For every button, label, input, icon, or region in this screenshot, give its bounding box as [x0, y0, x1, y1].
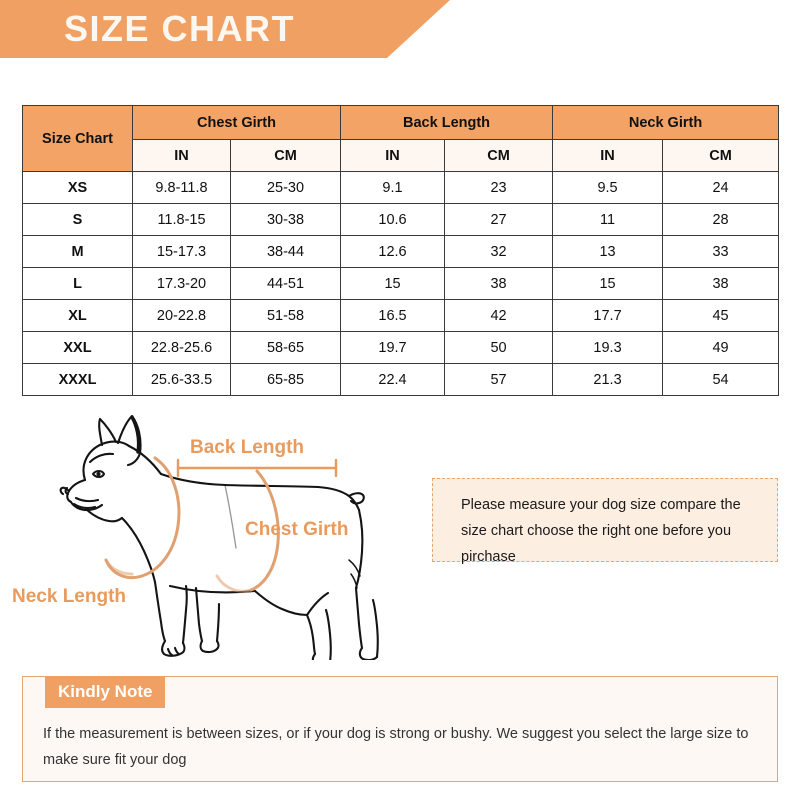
size-chart-table-container	[22, 105, 778, 396]
cell-size: XS	[23, 172, 133, 204]
cell-chest-cm: 30-38	[231, 204, 341, 236]
header-back-cm: CM	[445, 140, 553, 172]
cell-back-in: 15	[341, 268, 445, 300]
header-chest-in: IN	[133, 140, 231, 172]
cell-back-in: 10.6	[341, 204, 445, 236]
header-back-in: IN	[341, 140, 445, 172]
cell-back-cm: 27	[445, 204, 553, 236]
cell-back-cm: 32	[445, 236, 553, 268]
cell-back-cm: 42	[445, 300, 553, 332]
table-row	[23, 332, 779, 364]
cell-size: XL	[23, 300, 133, 332]
header-group-chest-girth: Chest Girth	[133, 106, 341, 140]
cell-neck-in: 21.3	[553, 364, 663, 396]
cell-chest-in: 11.8-15	[133, 204, 231, 236]
table-group-header-row	[23, 106, 779, 140]
cell-size: L	[23, 268, 133, 300]
cell-neck-cm: 28	[663, 204, 779, 236]
cell-back-in: 16.5	[341, 300, 445, 332]
measure-tip-box	[432, 478, 778, 565]
cell-back-in: 22.4	[341, 364, 445, 396]
cell-neck-in: 9.5	[553, 172, 663, 204]
cell-back-cm: 50	[445, 332, 553, 364]
label-chest-girth: Chest Girth	[245, 519, 349, 540]
kindly-note-text: If the measurement is between sizes, or if your dog is strong or bushy. We suggest you select the large size to make sure fit your dog	[43, 726, 749, 768]
table-row	[23, 300, 779, 332]
cell-neck-in: 15	[553, 268, 663, 300]
measure-tip-text: Please measure your dog size compare the size chart choose the right one before you pirchase	[461, 497, 741, 565]
cell-back-in: 19.7	[341, 332, 445, 364]
cell-chest-cm: 25-30	[231, 172, 341, 204]
cell-back-in: 9.1	[341, 172, 445, 204]
cell-chest-in: 9.8-11.8	[133, 172, 231, 204]
cell-chest-in: 17.3-20	[133, 268, 231, 300]
cell-chest-cm: 65-85	[231, 364, 341, 396]
size-chart-table	[22, 105, 779, 396]
cell-neck-in: 19.3	[553, 332, 663, 364]
cell-chest-in: 20-22.8	[133, 300, 231, 332]
cell-chest-cm: 58-65	[231, 332, 341, 364]
cell-chest-in: 22.8-25.6	[133, 332, 231, 364]
table-row	[23, 268, 779, 300]
label-neck-length: Neck Length	[12, 586, 127, 607]
table-unit-header-row	[23, 140, 779, 172]
back-length-dimension-line	[178, 460, 336, 476]
cell-chest-in: 15-17.3	[133, 236, 231, 268]
page-title: SIZE CHART	[64, 8, 295, 49]
kindly-note-tag: Kindly Note	[45, 676, 165, 708]
header-neck-cm: CM	[663, 140, 779, 172]
label-back-length: Back Length	[190, 437, 305, 458]
cell-size: XXL	[23, 332, 133, 364]
size-chart-table-body	[23, 172, 779, 396]
cell-neck-cm: 54	[663, 364, 779, 396]
header-neck-in: IN	[553, 140, 663, 172]
cell-back-cm: 38	[445, 268, 553, 300]
cell-neck-cm: 24	[663, 172, 779, 204]
kindly-note-box	[22, 676, 778, 782]
cell-neck-in: 13	[553, 236, 663, 268]
cell-chest-in: 25.6-33.5	[133, 364, 231, 396]
table-row	[23, 172, 779, 204]
cell-size: M	[23, 236, 133, 268]
table-row	[23, 204, 779, 236]
cell-neck-in: 17.7	[553, 300, 663, 332]
cell-chest-cm: 44-51	[231, 268, 341, 300]
cell-chest-cm: 38-44	[231, 236, 341, 268]
cell-neck-cm: 45	[663, 300, 779, 332]
cell-back-cm: 23	[445, 172, 553, 204]
table-row	[23, 364, 779, 396]
cell-back-cm: 57	[445, 364, 553, 396]
cell-size: XXXL	[23, 364, 133, 396]
cell-neck-in: 11	[553, 204, 663, 236]
header-group-neck-girth: Neck Girth	[553, 106, 779, 140]
header-chest-cm: CM	[231, 140, 341, 172]
header-group-back-length: Back Length	[341, 106, 553, 140]
cell-back-in: 12.6	[341, 236, 445, 268]
cell-size: S	[23, 204, 133, 236]
cell-neck-cm: 38	[663, 268, 779, 300]
table-row	[23, 236, 779, 268]
header-size-chart: Size Chart	[23, 106, 133, 172]
cell-chest-cm: 51-58	[231, 300, 341, 332]
cell-neck-cm: 33	[663, 236, 779, 268]
cell-neck-cm: 49	[663, 332, 779, 364]
